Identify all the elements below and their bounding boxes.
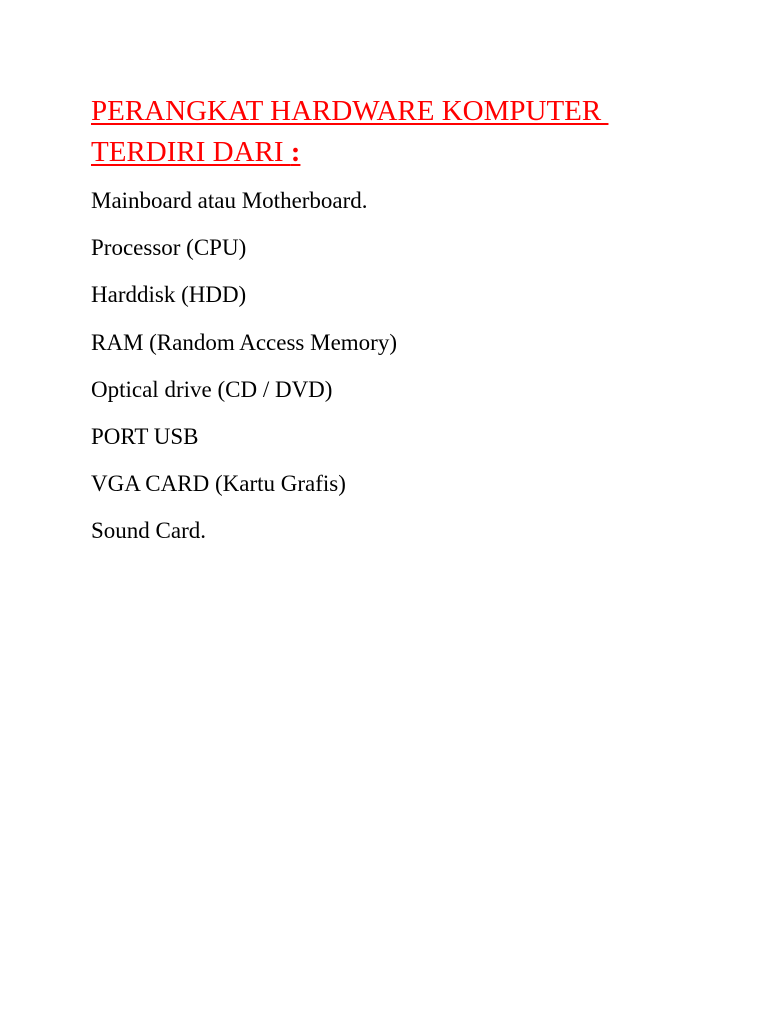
title-line-1: PERANGKAT HARDWARE KOMPUTER [91, 95, 609, 127]
list-item-processor: Processor (CPU) [91, 235, 247, 261]
hardware-list [91, 187, 397, 565]
list-item-ram: RAM (Random Access Memory) [91, 329, 397, 355]
title-line-2-text: TERDIRI DARI [91, 136, 291, 168]
list-item-mainboard: Mainboard atau Motherboard. [91, 188, 368, 213]
list-item-harddisk: Harddisk (HDD) [91, 282, 247, 308]
list-item-port-usb: PORT USB [91, 423, 199, 449]
document-title [91, 91, 691, 173]
list-item-vga-card: VGA CARD (Kartu Grafis) [91, 471, 346, 497]
list-item-sound-card: Sound Card. [91, 518, 206, 544]
list-item-optical-drive: Optical drive (CD / DVD) [91, 376, 333, 402]
title-line-2 [91, 132, 691, 173]
title-colon: : [290, 136, 301, 168]
